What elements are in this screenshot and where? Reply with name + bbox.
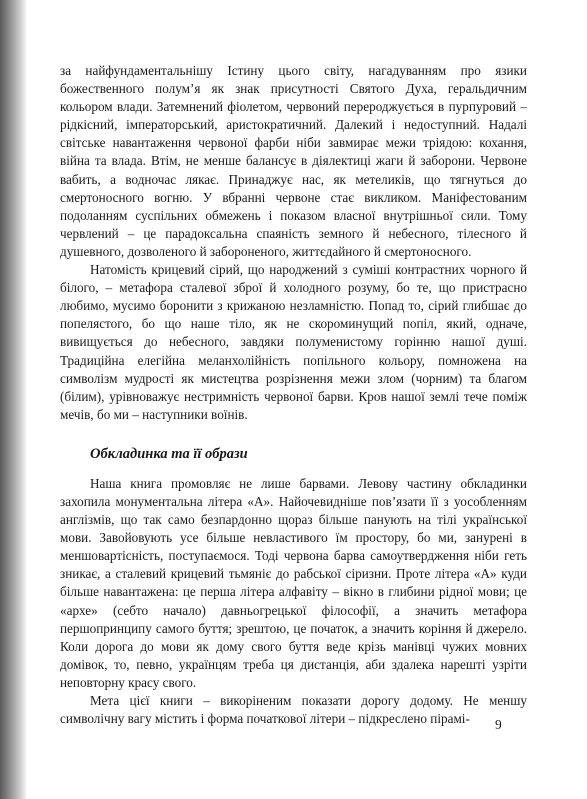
book-page [26,0,587,799]
page-body [60,62,527,728]
page-edge-shadow [0,0,26,799]
paragraph-cover-letter: Наша книга промовляє не лише барвами. Левову частину обкладинки захопила монументальна літера «А». Найочевидніше пов’язати її з уособленням англізмів, що так само безпардонно щораз більше панують на тілі української мови. Завойовують усе більше невластивого їм простору, бо ми, занурені в меншовартісність, поступаємося. Тоді червона барва самоутвердження ніби геть зникає, а сталевий крицевий тьмяніє до рабської сіризни. Проте літера «А» куди більше навантажена: це перша літера алфавіту – вікно в глибини рідної мови; це «архе» (себто начало) давньогрецької філософії, а значить метафора першопринципу самого буття; зрештою, це початок, а значить коріння й джерело. Коли дорога до мови як дому свого буття веде крізь манівці чужих мовних домівок, то, певно, українцям треба ця дистанція, аби здалека нарешті узріти неповторну красу свого. [60,475,527,690]
section-heading: Обкладинка та її образи [90,445,248,462]
paragraph-book-purpose: Мета цієї книги – викоріненим показати дорогу додому. Не меншу символічну вагу містить і форма початкової літери – підкреслено пірамі- [60,693,527,727]
paragraph-red-color: за найфундаментальнішу Істину цього світу, нагадуванням про язики божественного полум’я як знак присутності Святого Духа, геральдичним кольором влади. Затемнений фіолетом, червоний перероджується в пурпуровий – рідкісний, імператорський, аристократичний. Далекий і недоступний. Надалі світське навантаження червоної фарби ніби завмирає межи тріядою: кохання, війна та влада. Втім, не менше балансує в діялектиці жаги й заборони. Червоне вабить, а водночас лякає. Принаджує нас, як метеликів, що тягнуться до смертоносного вогню. У вбранні червоне стає викликом. Маніфестованим подоланням суспільних обмежень і показом власної внутрішньої сили. Тому червлений – це парадоксальна спаяність земного й небесного, тілесного й душевного, дозволеного й забороненого, життєдайного й смертоносного. [60,63,527,259]
paragraph-grey-color: Натомість крицевий сірий, що народжений з суміші контрастних чорного й білого, – метафора сталевої зброї й холодного розуму, бо те, що пристрасно любимо, мусимо боронити з крижаною незламністю. Попад то, сірий глибшає до попелястого, бо що наше тіло, як не скороминущий попіл, який, одначе, вивищується до небесного, завдяки полуменистому горінню нашої душі. Традиційна елегійна меланхолійність попільного кольору, помножена на символізм мудрості як мистецтва розрізнення межи злом (чорним) та благом (білим), урівноважує нестримність червоної барви. Кров нашої землі тече поміж мечів, бо ми – наступники воїнів. [60,262,527,422]
page-number: 9 [495,717,502,732]
